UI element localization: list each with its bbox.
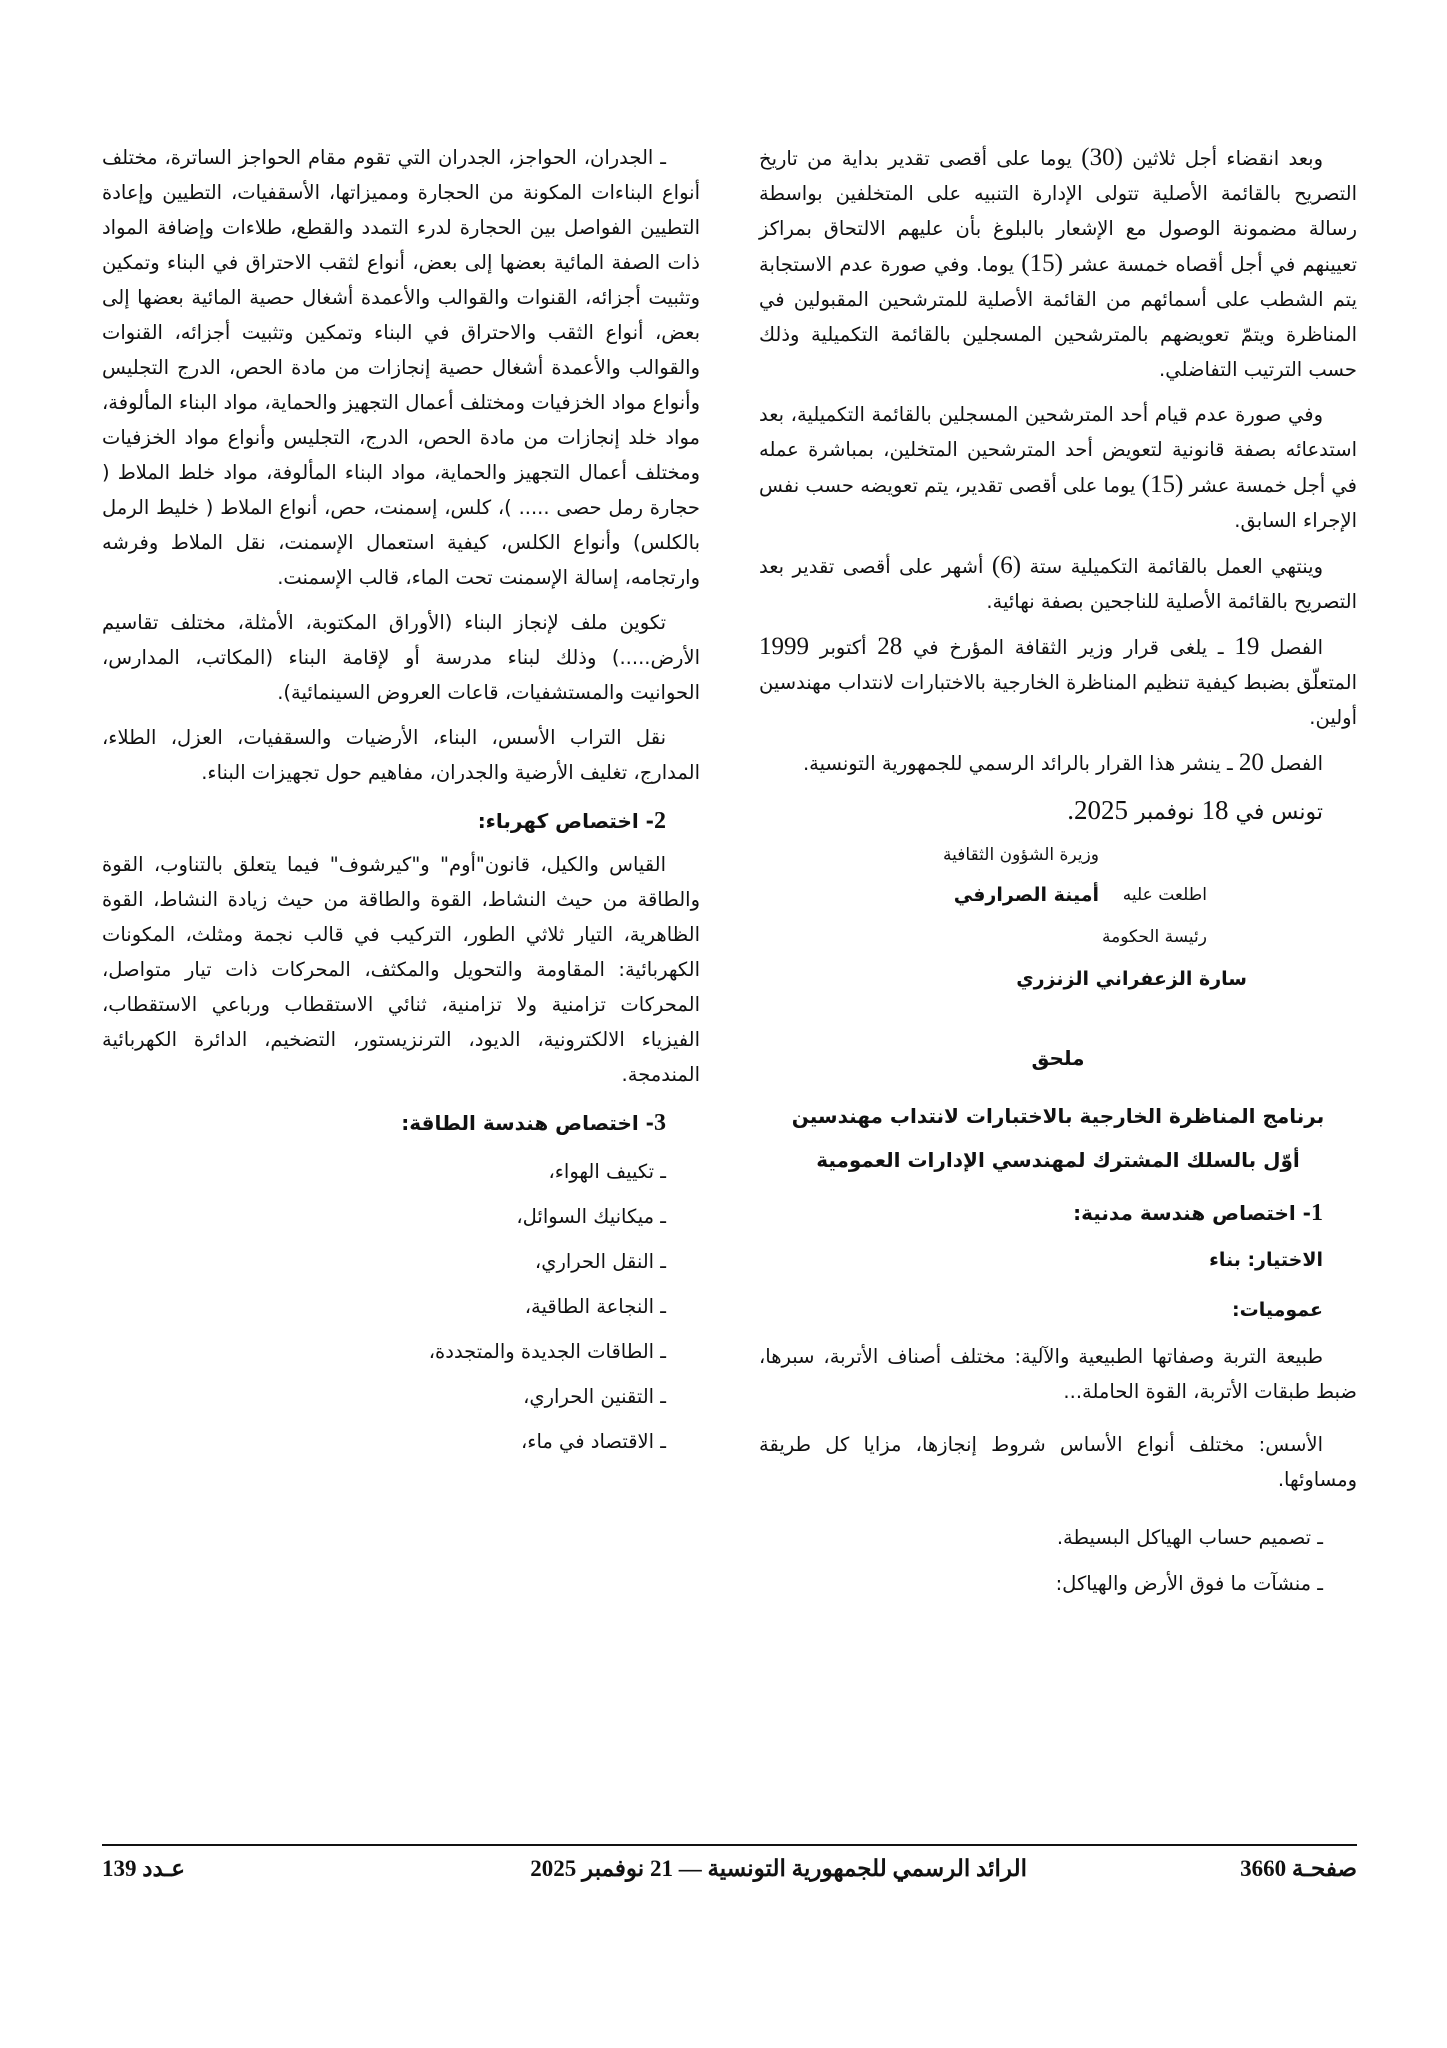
paragraph-list-expiry: وينتهي العمل بالقائمة التكميلية ستة (6) أشهر على أقصى تقدير بعد التصريح بالقائمة الأصلية للناجحين بصفة نهائية. bbox=[759, 552, 1357, 613]
footer-divider bbox=[102, 1844, 1357, 1846]
list-item: ـ الطاقات الجديدة والمتجددة، bbox=[428, 1340, 666, 1363]
option-label: الاختيار: بناء bbox=[1209, 1249, 1323, 1271]
signature-date: تونس في 18 نوفمبر 2025. bbox=[1067, 795, 1323, 825]
section-3-heading: 3- اختصاص هندسة الطاقة: bbox=[401, 1110, 666, 1136]
issue-number: عـدد 139 bbox=[102, 1856, 186, 1881]
prime-minister-title: رئيسة الحكومة bbox=[1101, 927, 1207, 947]
minister-title: وزيرة الشؤون الثقافية bbox=[943, 845, 1099, 865]
section-2-heading: 2- اختصاص كهرباء: bbox=[477, 808, 666, 834]
prime-minister-name: سارة الزعفراني الزنزري bbox=[1016, 968, 1247, 990]
generalities-label: عموميات: bbox=[1232, 1299, 1323, 1321]
section-1-heading: 1- اختصاص هندسة مدنية: bbox=[1073, 1200, 1323, 1226]
paragraph-replacement-deadline: وبعد انقضاء أجل ثلاثين (30) يوما على أقصى تقدير بداية من تاريخ التصريح بالقائمة الأصلية تتولى الإدارة التنبيه على المتخلفين بواسطة رسالة مضمونة الوصول مع الإشعار بالبلوغ بأن عليهم الالتحاق بمراكز تعيينهم في أجل أقصاه خمسة عشر (15) يوما. وفي صورة عدم الاستجابة يتم الشطب على أسمائهم من القائمة الأصلية للمترشحين المقبولين في المناظرة ويتمّ تعويضهم بالمترشحين المسجلين بالقائمة التكميلية وذلك حسب الترتيب التفاضلي. bbox=[759, 144, 1357, 381]
page-number: صفحـة 3660 bbox=[1240, 1856, 1357, 1881]
list-item: ـ الاقتصاد في ماء، bbox=[520, 1430, 666, 1453]
annex-title: ملحق bbox=[1031, 1046, 1085, 1070]
list-item: ـ النقل الحراري، bbox=[534, 1250, 666, 1273]
article-20: الفصل 20 ـ ينشر هذا القرار بالرائد الرسمي للجمهورية التونسية. bbox=[802, 749, 1323, 776]
list-item: ـ تكييف الهواء، bbox=[548, 1160, 666, 1183]
earthworks-paragraph: نقل التراب الأسس، البناء، الأرضيات والسقفيات، العزل، الطلاء، المدارج، تغليف الأرضية والجدران، مفاهيم حول تجهيزات البناء. bbox=[102, 726, 700, 784]
minister-name: أمينة الصرارفي bbox=[953, 884, 1099, 906]
seen-label: اطلعت عليه bbox=[1122, 885, 1207, 905]
electrical-paragraph: القياس والكيل، قانون"أوم" و"كيرشوف" فيما يتعلق بالتناوب، القوة والطاقة من حيث النشاط، القوة والطاقة من حيث زيادة النشاط، القوة الظاهرية، التيار ثلاثي الطور، التركيب في قالب نجمة ومثلث، المكونات الكهربائية: المقاومة والتحويل والمكثف، المحركات ذات تيار متواصل، المحركات تزامنية ولا تزامنية، ثنائي الاستقطاب ورباعي الاستقطاب، الفيزياء الالكترونية، الديود، الترنزيستور، التضخيم، الدائرة الكهربائية المندمجة. bbox=[102, 853, 700, 1086]
list-item: ـ التقنين الحراري، bbox=[523, 1385, 666, 1408]
journal-title-date: الرائد الرسمي للجمهورية التونسية — 21 نوفمبر 2025 bbox=[530, 1856, 1027, 1881]
list-item: ـ ميكانيك السوائل، bbox=[516, 1205, 666, 1228]
energy-topics-list bbox=[102, 1149, 700, 1464]
building-file-paragraph: تكوين ملف لإنجاز البناء (الأوراق المكتوبة، الأمثلة، مختلف تقاسيم الأرض.....) وذلك لبناء مدرسة أو لإقامة البناء (المكاتب، المدارس، الحوانيت والمستشفيات، قاعات العروض السينمائية). bbox=[102, 611, 700, 704]
soil-paragraph: طبيعة التربة وصفاتها الطبيعية والآلية: مختلف أصناف الأتربة، سبرها، ضبط طبقات الأتربة، القوة الحاملة... bbox=[759, 1345, 1357, 1403]
page-footer bbox=[102, 1856, 1357, 1896]
signature-block bbox=[759, 838, 1357, 1013]
foundations-paragraph: الأسس: مختلف أنواع الأساس شروط إنجازها، مزايا كل طريقة ومساوئها. bbox=[759, 1433, 1357, 1491]
list-item: ـ منشآت ما فوق الأرض والهياكل: bbox=[1055, 1572, 1323, 1595]
right-column bbox=[759, 140, 1357, 1607]
annex-subtitle-line-2: أوّل بالسلك المشترك لمهندسي الإدارات العمومية bbox=[816, 1148, 1300, 1172]
walls-paragraph: ـ الجدران، الحواجز، الجدران التي تقوم مقام الحواجز الساترة، مختلف أنواع البناءات المكونة من الحجارة ومميزاتها، الأسقفيات، التطيين وإعادة التطيين الفواصل بين الحجارة لدرء التمدد والقطع، طلاءات وإضافة المواد ذات الصفة المائية بعضها إلى بعض، أنواع لثقب الاحتراق في البناء وتمكين وتثبيت أجزائه، القنوات والقوالب والأعمدة أشغال حصية المائية بعضها إلى بعض، أنواع الثقب والاحتراق في البناء وتمكين وتثبيت أجزائه، القنوات والقوالب والأعمدة أشغال حصية إنجازات من مادة الحص، الدرج التجليس وأنواع مواد الخزفيات ومختلف أعمال التجهيز والحماية، مواد البناء المألوفة، مواد خلد إنجازات من مادة الحص، الدرج، التجليس وأنواع مواد الخزفيات ومختلف أعمال التجهيز والحماية، مواد البناء المألوفة، مواد خلط الملاط ( حجارة رمل حصى ..... )، كلس، إسمنت، حص، أنواع الملاط ( خليط الرمل بالكلس) وأنواع الكلس، كيفية استعمال الإسمنت، نقل الملاط وفرشه وارتجامه، إسالة الإسمنت تحت الماء، قالب الإسمنت. bbox=[102, 146, 700, 589]
left-column bbox=[102, 140, 700, 1464]
annex-subtitle-line-1: برنامج المناظرة الخارجية بالاختبارات لانتداب مهندسين bbox=[791, 1104, 1325, 1128]
article-19: الفصل 19 ـ يلغى قرار وزير الثقافة المؤرخ في 28 أكتوبر 1999 المتعلّق بضبط كيفية تنظيم المناظرة الخارجية بالاختبارات لانتداب مهندسين أولين. bbox=[759, 633, 1357, 729]
list-item: ـ النجاعة الطاقية، bbox=[524, 1295, 666, 1318]
list-item: ـ تصميم حساب الهياكل البسيطة. bbox=[1056, 1526, 1323, 1549]
paragraph-supplementary-list: وفي صورة عدم قيام أحد المترشحين المسجلين بالقائمة التكميلية، بعد استدعائه بصفة قانونية لتعويض أحد المترشحين المتخلين، بمباشرة عمله في أجل خمسة عشر (15) يوما على أقصى تقدير، يتم تعويضه حسب نفس الإجراء السابق. bbox=[759, 403, 1358, 532]
